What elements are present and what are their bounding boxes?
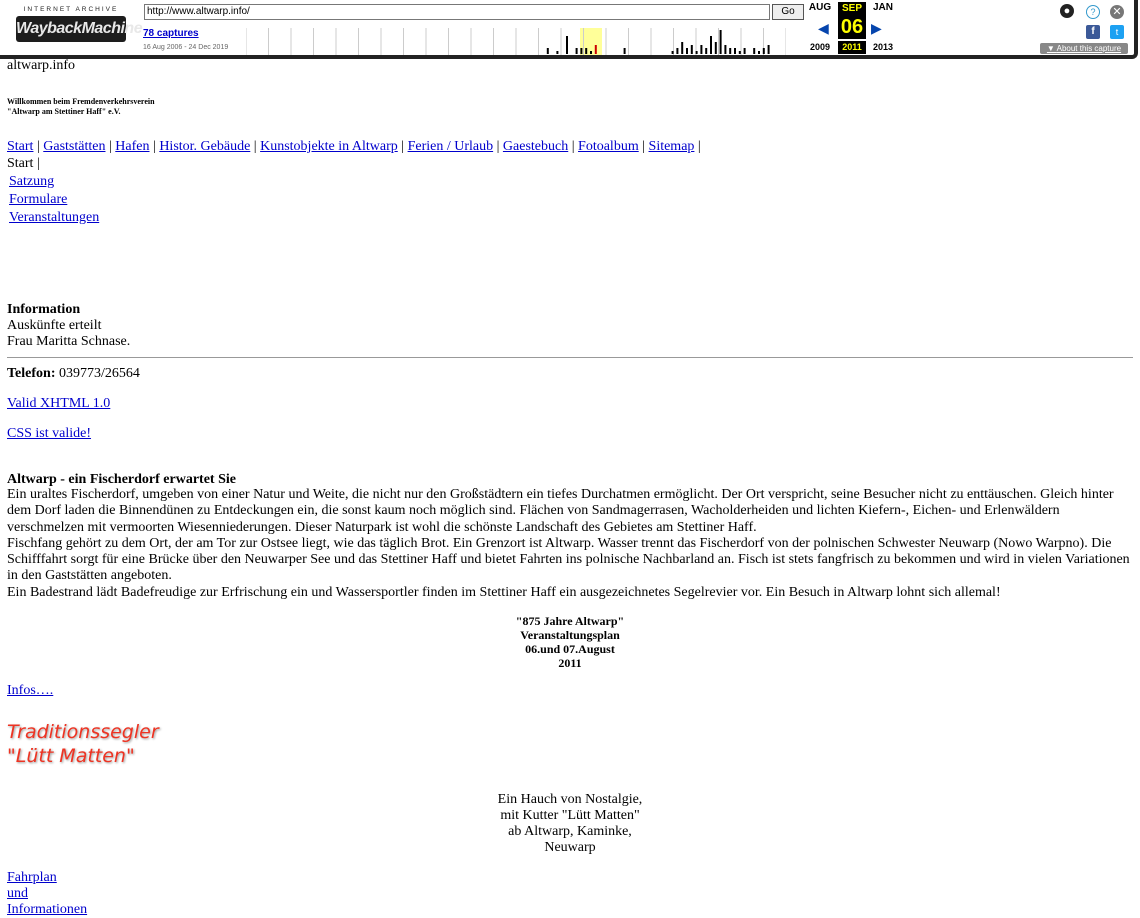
event-subtitle: Veranstaltungsplan (520, 628, 620, 642)
nav-separator: | (105, 139, 116, 154)
current-year-label: 2011 (838, 41, 866, 54)
sparkline-bar (566, 36, 568, 54)
go-button[interactable]: Go (772, 4, 804, 20)
sub-navigation (7, 155, 99, 227)
traditionssegler-title-image (7, 720, 159, 768)
fahrplan-link-line-2[interactable]: und (7, 886, 28, 901)
sparkline-bar (768, 45, 770, 54)
sparkline-bar (744, 48, 746, 54)
sparkline-bar (753, 48, 755, 54)
capture-date-range: 16 Aug 2006 - 24 Dec 2019 (143, 44, 229, 51)
nostalgie-line-4: Neuwarp (544, 840, 596, 855)
nav-item-8[interactable]: Sitemap (648, 139, 695, 154)
sparkline-bar (691, 45, 693, 54)
article-paragraph-1: Ein uraltes Fischerdorf, umgeben von einer Natur und Weite, die nicht nur den Großstädtern ein tiefes Durchatmen ermöglicht. Der Ort verspricht, seine Besucher nicht zu enttäuschen. Gleich hinter dem Dorf laden die Binnendünen zu Entdeckungen ein, die sonst kaum noch möglich sind. Flächen von Sandmagerrasen, Wacholderheiden und lichten Kiefern-, Eichen- und Erlenwäldern verschmelzen mit vermoorten Wiesenniederungen. Dieser Naturpark ist wohl die schönste Landschaft des Gebietes am Stettiner Haff. (7, 487, 1114, 535)
main-navigation (7, 139, 701, 155)
fahrplan-link-line-1[interactable]: Fahrplan (7, 870, 57, 885)
sparkline-bar (624, 48, 626, 54)
telephone-line (7, 366, 140, 382)
infos-link[interactable]: Infos…. (7, 683, 54, 698)
event-dates: 06.und 07.August (525, 642, 615, 656)
capture-sparkline[interactable] (246, 28, 786, 55)
information-line-1: Auskünfte erteilt (7, 318, 102, 333)
welcome-heading (7, 97, 155, 117)
wayback-toolbar (0, 0, 1138, 59)
nostalgie-text (0, 792, 1140, 856)
current-day-label: 06 (838, 15, 866, 39)
nav-item-0[interactable]: Start (7, 139, 34, 154)
sparkline-bar (758, 51, 760, 54)
valid-css-badge-link[interactable] (7, 426, 91, 442)
script-title-line-1: Traditionssegler (7, 721, 159, 743)
sparkline-bar (590, 51, 592, 54)
nav-separator: | (694, 139, 701, 154)
sparkline-bar (739, 51, 741, 54)
sparkline-bar (720, 30, 722, 54)
about-capture-button[interactable]: ▼ About this capture (1040, 43, 1128, 54)
fahrplan-link-line-3[interactable]: Informationen (7, 902, 88, 917)
close-icon[interactable]: ✕ (1110, 5, 1124, 19)
next-capture-arrow-icon[interactable]: ▶ (871, 20, 882, 36)
sparkline-bar (763, 48, 765, 54)
prev-month-label[interactable]: AUG (808, 2, 832, 13)
current-month-label: SEP (838, 2, 866, 16)
sparkline-bar (686, 48, 688, 54)
facebook-share-icon[interactable]: f (1086, 25, 1100, 39)
nostalgie-line-2: mit Kutter "Lütt Matten" (500, 808, 640, 823)
article-paragraph-3: Ein Badestrand lädt Badefreudige zur Erfrischung ein und Wassersportler finden im Stettiner Haff ein ausgezeichnetes Segelrevier vor. Ein Besuch in Altwarp lohnt sich allemal! (7, 584, 1001, 600)
captures-link[interactable]: 78 captures (143, 28, 199, 39)
twitter-share-icon[interactable]: t (1110, 25, 1124, 39)
nostalgie-line-3: ab Altwarp, Kaminke, (508, 824, 632, 839)
fahrplan-link-block (7, 870, 87, 918)
sparkline-bar (580, 48, 582, 54)
sparkline-bar (595, 45, 597, 54)
valid-xhtml-badge-link[interactable] (7, 396, 110, 412)
sparkline-bar (700, 45, 702, 54)
information-heading: Information (7, 302, 81, 317)
about-capture-label: About this capture (1056, 44, 1122, 53)
welcome-line-1: Willkommen beim Fremdenverkehrsverein (7, 97, 155, 106)
event-announcement (0, 614, 1140, 670)
event-title: "875 Jahre Altwarp" (515, 614, 625, 628)
sparkline-bar (576, 48, 578, 54)
telephone-value: 039773/26564 (55, 366, 140, 381)
nav-item-5[interactable]: Ferien / Urlaub (407, 139, 494, 154)
sparkline-bar (681, 42, 683, 54)
article-paragraph-2: Fischfang gehört zu dem Ort, der am Tor zur Ostsee liegt, wie das täglich Brot. Ein Grenzort ist Altwarp. Wasser trennt das Fischerdorf von der polnischen Schwester Neuwarp (Nowo Warpno). Die Schifffahrt sorgt für eine Brücke über den Neuwarper See und das Stettiner Haff und bietet Fahrten ins polnische Nachbarland an. Fisch ist stets fangfrisch zu bekommen und wird in vielen Variationen in den Gaststätten angeboten. (7, 535, 1130, 584)
sparkline-bar (547, 48, 549, 54)
nostalgie-line-1: Ein Hauch von Nostalgie, (497, 792, 643, 807)
nav-item-6[interactable]: Gaestebuch (502, 139, 569, 154)
sparkline-bar (705, 48, 707, 54)
prev-capture-arrow-icon[interactable]: ◀ (818, 20, 829, 36)
sparkline-bar (724, 45, 726, 54)
subnav-item-formulare[interactable]: Formulare (9, 192, 68, 207)
nav-separator: | (149, 139, 160, 154)
sparkline-bar (729, 48, 731, 54)
nav-separator: | (638, 139, 649, 154)
information-block (7, 302, 130, 350)
url-input[interactable]: http://www.altwarp.info/ (144, 4, 770, 20)
nav-separator: | (250, 139, 261, 154)
nav-separator: | (397, 139, 408, 154)
sparkline-bar (715, 42, 717, 54)
divider (7, 357, 1133, 358)
valid-xhtml-alt-text: Valid XHTML 1.0 (7, 396, 111, 411)
wayback-logo[interactable] (16, 6, 143, 44)
nav-item-1[interactable]: Gaststätten (43, 139, 106, 154)
nav-separator: | (568, 139, 579, 154)
subnav-current: Start | (7, 156, 40, 171)
nav-item-4[interactable]: Kunstobjekte in Altwarp (260, 139, 398, 154)
telephone-label: Telefon: (7, 366, 56, 381)
logo-internet-archive-text: INTERNET ARCHIVE (23, 6, 119, 13)
script-title-line-2: "Lütt Matten" (7, 745, 135, 767)
user-account-icon[interactable]: ● (1060, 4, 1074, 18)
sparkline-bar (734, 48, 736, 54)
sparkline-bar (696, 51, 698, 54)
help-icon[interactable]: ? (1086, 5, 1100, 19)
sparkline-bar (672, 51, 674, 54)
welcome-line-2: "Altwarp am Stettiner Haff" e.V. (7, 107, 121, 116)
logo-wayback-machine-text: WaybackMachine (16, 16, 126, 42)
next-month-label[interactable]: JAN (872, 2, 893, 13)
subnav-item-satzung[interactable]: Satzung (9, 174, 55, 189)
subnav-item-veranstaltungen[interactable]: Veranstaltungen (9, 210, 100, 225)
event-year: 2011 (558, 656, 582, 670)
main-heading: Altwarp - ein Fischerdorf erwartet Sie (7, 472, 236, 487)
next-year-label[interactable]: 2013 (872, 42, 894, 52)
site-title: altwarp.info (7, 58, 76, 73)
sparkline-bar (676, 48, 678, 54)
nav-separator: | (493, 139, 503, 154)
information-line-2: Frau Maritta Schnase. (7, 334, 131, 349)
valid-css-alt-text: CSS ist valide! (7, 426, 92, 441)
prev-year-label[interactable]: 2009 (809, 42, 831, 52)
nav-item-7[interactable]: Fotoalbum (578, 139, 639, 154)
main-article (7, 487, 1135, 601)
nav-separator: | (33, 139, 44, 154)
nav-item-3[interactable]: Histor. Gebäude (159, 139, 251, 154)
sparkline-bar (556, 51, 558, 54)
sparkline-bar (710, 36, 712, 54)
sparkline-bar (585, 48, 587, 54)
nav-item-2[interactable]: Hafen (115, 139, 150, 154)
